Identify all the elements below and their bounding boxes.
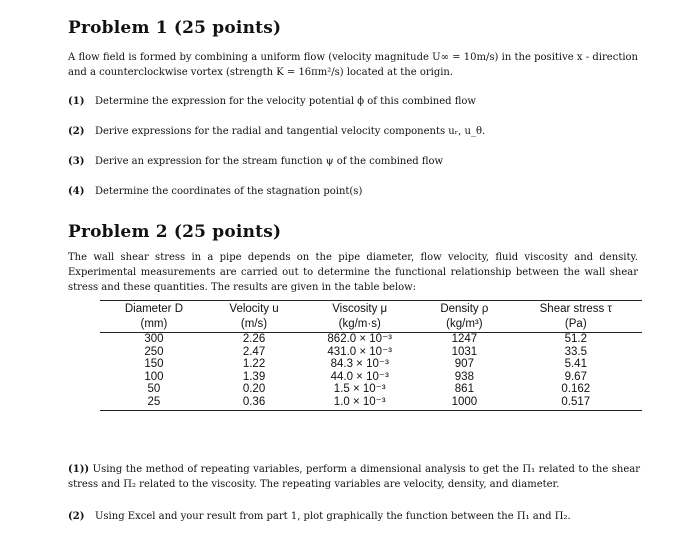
item-number: (2) (68, 511, 85, 522)
cell-viscosity: 44.0 × 10⁻³ (330, 370, 389, 383)
problem1-item-1 (68, 95, 476, 109)
unit-viscosity: (kg/m·s) (300, 316, 419, 333)
table-header-row (100, 301, 642, 317)
cell-shear-stress: 0.162 (561, 383, 591, 395)
cell-shear-stress: 0.517 (510, 396, 642, 411)
cell-density: 907 (454, 358, 474, 370)
item-number: (3) (68, 156, 85, 167)
header-shear-stress: Shear stress τ (510, 301, 642, 317)
problem1-heading: Problem 1 (25 points) (68, 18, 282, 38)
problem2-item-2 (68, 510, 571, 524)
cell-velocity: 1.22 (242, 358, 266, 370)
cell-density: 1247 (451, 333, 478, 345)
table-row (100, 383, 642, 396)
cell-viscosity: 1.5 × 10⁻³ (333, 383, 386, 395)
cell-shear-stress: 51.2 (564, 333, 587, 345)
cell-density: 861 (454, 383, 474, 395)
measurements-table (100, 300, 642, 411)
problem2-item-1 (68, 462, 640, 492)
cell-density: 938 (454, 370, 474, 383)
problem1-intro: A flow field is formed by combining a uniform flow (velocity magnitude U∞ = 10m/s) in the positive x - direction and a counterclockwise vortex (strength K = 16πm²/s) located at the origin. (68, 52, 638, 78)
cell-diameter: 100 (144, 370, 164, 383)
table-unit-row (100, 316, 642, 333)
table-row (100, 346, 642, 359)
table-row (100, 333, 642, 346)
item-number: (4) (68, 186, 85, 197)
cell-shear-stress: 9.67 (564, 370, 587, 383)
item-text: Using the method of repeating variables, perform a dimensional analysis to get the Π₁ related to the shear stress and Π₂ related to the viscosity. The repeating variables are velocity, density, and diameter. (68, 464, 640, 490)
cell-velocity: 2.47 (242, 345, 266, 358)
table-row (100, 396, 642, 411)
unit-density: (kg/m³) (419, 316, 509, 333)
cell-viscosity: 84.3 × 10⁻³ (330, 358, 389, 370)
cell-diameter: 25 (100, 396, 208, 411)
cell-diameter: 150 (144, 358, 164, 370)
item-text: Derive an expression for the stream function ψ of the combined flow (95, 156, 444, 167)
cell-diameter: 250 (144, 345, 164, 358)
unit-shear-stress: (Pa) (510, 316, 642, 333)
item-number: (2) (68, 126, 85, 137)
header-density: Density ρ (419, 301, 509, 317)
item-text: Determine the coordinates of the stagnation point(s) (95, 186, 363, 197)
cell-shear-stress: 33.5 (564, 345, 587, 358)
cell-density: 1000 (419, 396, 509, 411)
item-text: Using Excel and your result from part 1, plot graphically the function between the Π₁ and Π₂. (95, 511, 571, 522)
cell-diameter: 300 (144, 333, 164, 345)
cell-viscosity: 862.0 × 10⁻³ (327, 333, 392, 345)
cell-velocity: 1.39 (242, 370, 266, 383)
cell-velocity: 0.20 (242, 383, 266, 395)
problem2-intro: The wall shear stress in a pipe depends on the pipe diameter, flow velocity, fluid viscosity and density. Experimental measurements are carried out to determine the functional relationship between the wall shear stress and these quantities. The results are given in the table below: (68, 252, 638, 293)
cell-density: 1031 (451, 345, 478, 358)
item-number: (1)) (68, 464, 90, 475)
table-row (100, 371, 642, 384)
problem1-item-3 (68, 155, 443, 169)
unit-diameter: (mm) (100, 316, 208, 333)
unit-velocity: (m/s) (208, 316, 300, 333)
header-diameter: Diameter D (100, 301, 208, 317)
cell-viscosity: 431.0 × 10⁻³ (327, 345, 392, 358)
cell-velocity: 2.26 (242, 333, 266, 345)
item-text: Determine the expression for the velocity potential ϕ of this combined flow (95, 96, 476, 107)
header-velocity: Velocity u (208, 301, 300, 317)
header-viscosity: Viscosity μ (300, 301, 419, 317)
cell-shear-stress: 5.41 (564, 358, 587, 370)
table-row (100, 358, 642, 371)
item-number: (1) (68, 96, 85, 107)
problem1-item-2 (68, 125, 485, 139)
problem2-heading: Problem 2 (25 points) (68, 222, 282, 242)
item-text: Derive expressions for the radial and tangential velocity components uᵣ, u_θ. (95, 126, 486, 137)
cell-diameter: 50 (147, 383, 161, 395)
problem1-item-4 (68, 185, 362, 199)
cell-viscosity: 1.0 × 10⁻³ (300, 396, 419, 411)
cell-velocity: 0.36 (208, 396, 300, 411)
